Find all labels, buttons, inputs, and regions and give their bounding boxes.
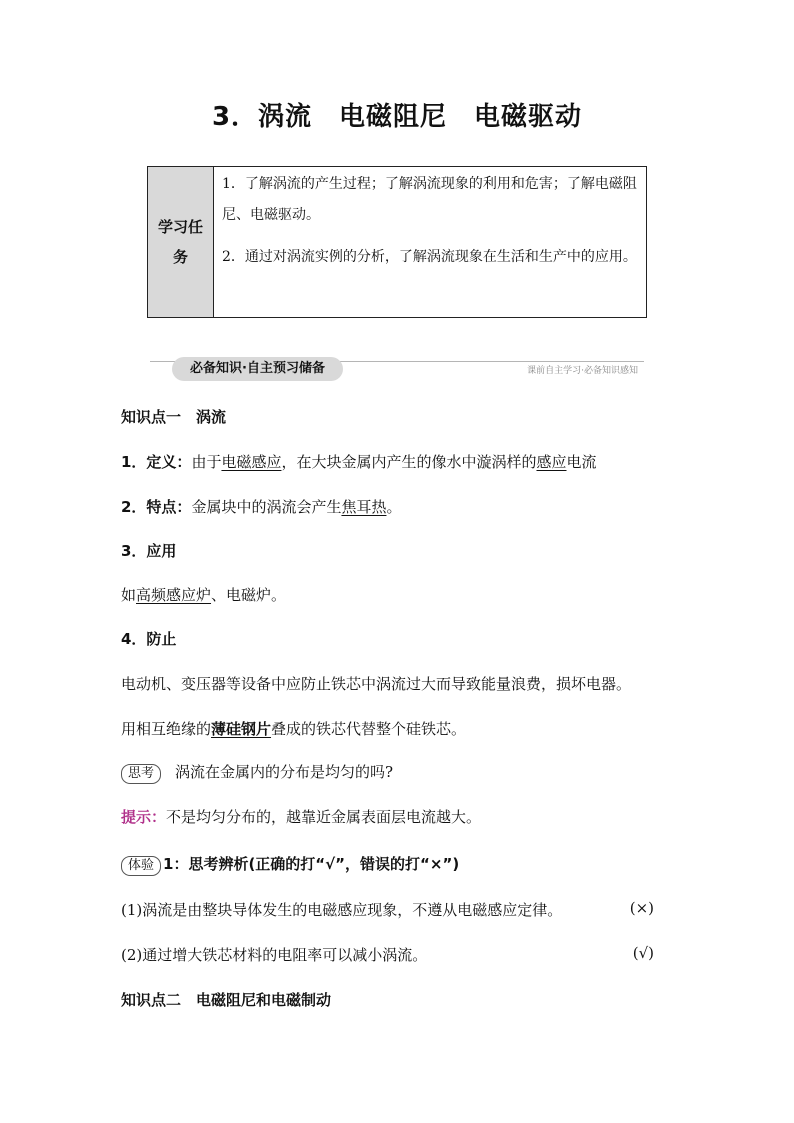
- prevention-line-2: [121, 718, 466, 739]
- think-line: [121, 761, 393, 784]
- definition-line: [121, 451, 597, 472]
- learning-task-table: [147, 166, 647, 318]
- feature-line: [121, 496, 401, 517]
- exercise-item-answer: (√): [632, 944, 654, 962]
- application-heading: 3．应用: [121, 542, 177, 560]
- banner-pill: 必备知识·自主预习储备: [172, 357, 343, 381]
- hint-label: 提示：: [121, 808, 167, 826]
- application-text: 如: [121, 586, 137, 604]
- think-question: 涡流在金属内的分布是均匀的吗?: [175, 763, 394, 781]
- hint-text: 不是均匀分布的，越靠近金属表面层电流越大。: [166, 808, 482, 826]
- page-title: 3．涡流 电磁阻尼 电磁驱动: [211, 102, 583, 132]
- definition-label: 1．定义：: [121, 453, 192, 471]
- section2-heading: 知识点二 电磁阻尼和电磁制动: [121, 991, 332, 1009]
- definition-text: ，在大块金属内产生的像水中漩涡样的: [281, 453, 537, 471]
- exercise-item-1: [121, 899, 654, 920]
- exercise-intro: 1：思考辨析(正确的打“√”，错误的打“×”): [163, 855, 460, 873]
- hint-line: [121, 806, 481, 827]
- application-term: 高频感应炉: [136, 586, 212, 604]
- exercise-item-answer: (×): [629, 899, 654, 917]
- task-table-body: [214, 167, 646, 317]
- exercise-item-text: (1)涡流是由整块导体发生的电磁感应现象，不遵从电磁感应定律。: [121, 901, 563, 919]
- exercise-item-text: (2)通过增大铁芯材料的电阻率可以减小涡流。: [121, 946, 428, 964]
- feature-term: 焦耳热: [341, 498, 387, 516]
- task-item-1: 1．了解涡流的产生过程；了解涡流现象的利用和危害；了解电磁阻尼、电磁驱动。: [222, 176, 637, 223]
- section1-heading: 知识点一 涡流: [121, 408, 227, 426]
- definition-term-1: 电磁感应: [221, 453, 282, 471]
- definition-text: 由于: [191, 453, 222, 471]
- exercise-line: [121, 853, 459, 876]
- think-tag: 思考: [121, 764, 161, 784]
- application-text: 、电磁炉。: [211, 586, 287, 604]
- feature-text: 。: [386, 498, 402, 516]
- feature-text: 金属块中的涡流会产生: [191, 498, 342, 516]
- exercise-item-2: [121, 944, 654, 965]
- application-line: [121, 584, 286, 605]
- definition-text: 电流: [566, 453, 597, 471]
- prevention-line-1: 电动机、变压器等设备中应防止铁芯中涡流过大而导致能量浪费，损坏电器。: [121, 675, 632, 693]
- prevention-text: 用相互绝缘的: [121, 720, 212, 738]
- feature-label: 2．特点：: [121, 498, 192, 516]
- prevention-heading: 4．防止: [121, 630, 177, 648]
- prevention-text: 叠成的铁芯代替整个硅铁芯。: [271, 720, 467, 738]
- prevention-term: 薄硅钢片: [211, 720, 272, 738]
- exercise-tag: 体验: [121, 856, 161, 876]
- task-item-2: 2．通过对涡流实例的分析，了解涡流现象在生活和生产中的应用。: [222, 249, 637, 265]
- section-banner: [150, 357, 644, 383]
- banner-subtitle: 课前自主学习·必备知识感知: [527, 366, 638, 376]
- definition-term-2: 感应: [536, 453, 567, 471]
- task-table-label: 学习任务: [148, 167, 214, 317]
